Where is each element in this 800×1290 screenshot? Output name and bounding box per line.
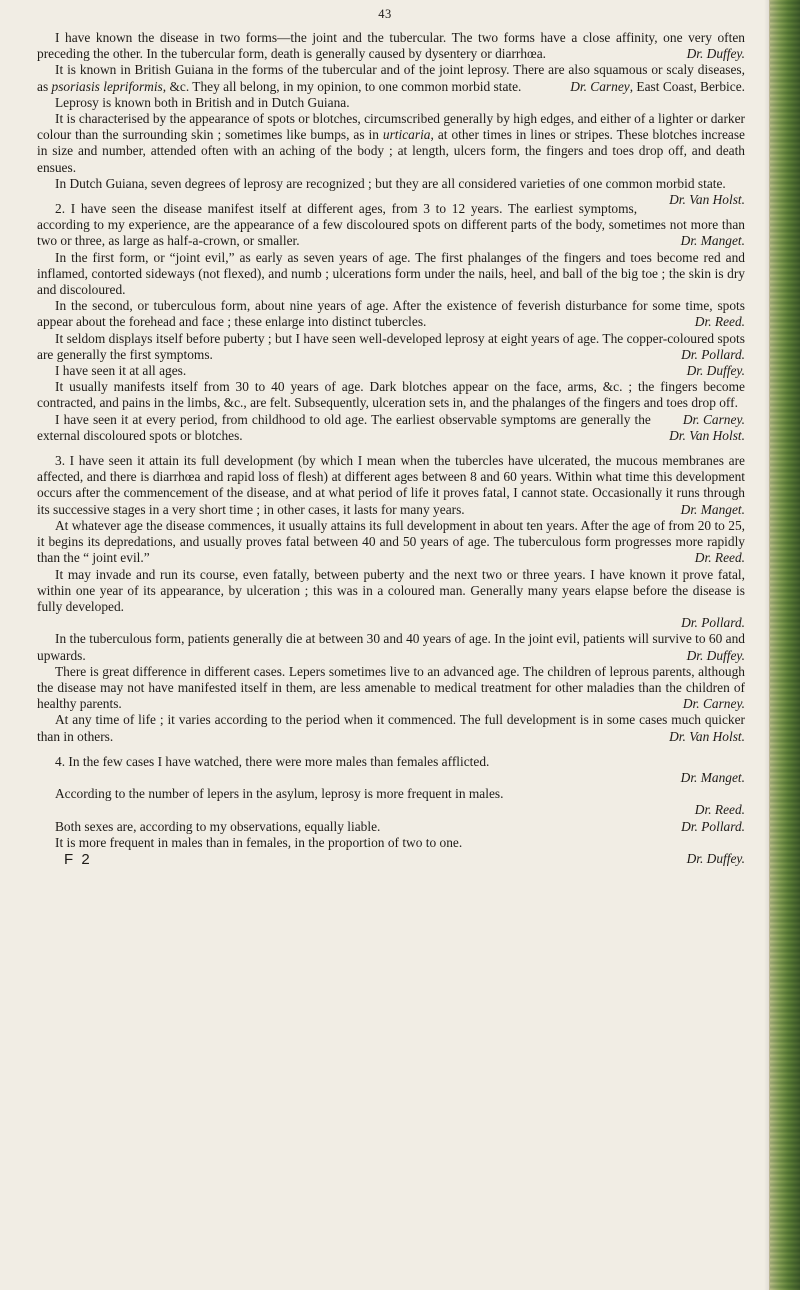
author-signature: Dr. Pollard. <box>681 818 745 834</box>
footer-row <box>37 851 745 869</box>
author-signature: Dr. Pollard. <box>681 615 745 631</box>
author-signature: Dr. Van Holst. <box>669 728 745 744</box>
author-signature: Dr. Manget. <box>680 501 745 517</box>
paragraph: In the tuberculous form, patients generally die at between 30 and 40 years of age. In the joint evil, patients will survive to 60 and upwards. Dr. Duffey. <box>37 631 745 663</box>
paragraph: 2. I have seen the disease manifest itself at different ages, from 3 to 12 years. The earliest symptoms, according to my experience, are the appearance of a few discoloured spots on different parts of the body, sometimes not more than two or three, as large as half-a-crown, or smaller. Dr. Manget. <box>37 201 745 249</box>
author-signature: Dr. Van Holst. <box>669 192 745 208</box>
paragraph: There is great difference in different cases. Lepers sometimes live to an advanced age. The children of leprous parents, although the disease may not have manifested itself in them, are less amenable to medical treatment for other maladies than the children of healthy parents. Dr. Carney. <box>37 663 745 712</box>
author-signature: Dr. Duffey. <box>686 850 745 866</box>
author-signature: Dr. Duffey. <box>686 647 745 663</box>
paragraph: At whatever age the disease commences, it usually attains its full development in about ten years. After the age of from 20 to 25, it begins its depredations, and usually proves fatal between 40 and 50 years of age. The tuberculous form progresses more rapidly than the “ joint evil.” Dr. Reed. <box>37 517 745 566</box>
paragraph: I have seen it at every period, from childhood to old age. The earliest observable symptoms are generally the external discoloured spots or blotches. Dr. Van Holst. <box>37 411 745 443</box>
author-signature: Dr. Duffey. <box>686 46 745 62</box>
paragraph: 4. In the few cases I have watched, there were more males than females afflicted. <box>55 753 490 769</box>
paragraph: I have known the disease in two forms—the joint and the tubercular. The two forms have a close affinity, one very often preceding the other. In the tubercular form, death is generally caused by dysentery or diarrhœa. Dr. Duffey. <box>37 30 745 62</box>
author-signature: Dr. Manget. <box>680 769 745 785</box>
paragraph: It seldom displays itself before puberty ; but I have seen well-developed leprosy at eight years of age. The copper-coloured spots are generally the first symptoms. Dr. Pollard. <box>37 330 745 362</box>
paragraph: It usually manifests itself from 30 to 40 years of age. Dark blotches appear on the face, arms, &c. ; the fingers become contracted, and pains in the limbs, &c., are felt. Subsequently, ulceration sets in, and the phalanges of the fingers and toes drop off. Dr. Carney. <box>37 379 745 427</box>
author-signature: Dr. Carney, East Coast, Berbice. <box>570 78 745 94</box>
paragraph: It may invade and run its course, even fatally, between puberty and the next two or three years. I have known it prove fatal, within one year of its appearance, by ulceration ; this was in a coloured man. Generally many years elapse before the disease is fully developed. <box>37 566 745 614</box>
paragraph: Both sexes are, according to my observations, equally liable. Dr. Pollard. <box>55 818 745 834</box>
paragraph: According to the number of lepers in the asylum, leprosy is more frequent in males. <box>55 786 504 802</box>
paragraph: At any time of life ; it varies according to the period when it commenced. The full development is in some cases much quicker than in others. Dr. Van Holst. <box>37 712 745 744</box>
author-signature: Dr. Carney. <box>682 411 745 427</box>
paragraph: 3. I have seen it attain its full development (by which I mean when the tubercles have ulcerated, the mucous membranes are affected, and there is diarrhœa and rapid loss of flesh) at different ages between 8 and 60 years. Within what time this development occurs after the commencement of the disease, and at what period of life it proves fatal, I cannot state. Occasionally it runs through its successive stages in a very short time ; in other cases, it lasts for many years. Dr. Manget. <box>37 453 745 517</box>
paragraph: In the second, or tuberculous form, about nine years of age. After the existence of feverish disturbance for some time, spots appear about the forehead and face ; these enlarge into distinct tubercles. Dr. Reed. <box>37 298 745 330</box>
author-signature: Dr. Pollard. <box>681 346 745 362</box>
author-signature: Dr. Manget. <box>680 233 745 249</box>
author-signature: Dr. Reed. <box>694 314 745 330</box>
paragraph: It is known in British Guiana in the forms of the tubercular and of the joint leprosy. There are also squamous or scaly diseases, as psoriasis lepriformis, &c. They all belong, in my opinion, to one common morbid state. Dr. Carney, East Coast, Berbice. <box>37 62 745 94</box>
author-signature: Dr. Reed. <box>694 550 745 566</box>
author-signature: Dr. Carney. <box>682 696 745 712</box>
author-signature: Dr. Van Holst. <box>669 427 745 443</box>
author-signature: Dr. Duffey. <box>686 363 745 379</box>
document-body <box>37 30 745 869</box>
book-edge <box>769 0 800 1290</box>
page-number: 43 <box>378 7 392 21</box>
paragraph: It is characterised by the appearance of spots or blotches, circumscribed generally by high edges, and either of a lighter or darker colour than the surrounding skin ; sometimes like bumps, as in urticaria, at other times in lines or stripes. These blotches increase in size and number, attended often with an aching of the body ; at length, ulcers form, the fingers and toes drop off, and death ensues. <box>37 111 745 175</box>
paragraph: It is more frequent in males than in females, in the proportion of two to one. <box>55 834 463 850</box>
paragraph: In the first form, or “joint evil,” as early as seven years of age. The first phalanges of the fingers and toes become red and inflamed, contorted sideways (not flexed), and numb ; ulcerations form under the nails, heel, and ball of the big toe ; the skin is dry and discoloured. <box>37 249 745 298</box>
paragraph: I have seen it at all ages. Dr. Duffey. <box>55 363 745 379</box>
printer-signature-mark: F 2 <box>64 850 92 868</box>
paragraph: In Dutch Guiana, seven degrees of leprosy are recognized ; but they are all considered varieties of one common morbid state. Dr. Van Holst. <box>55 175 745 208</box>
author-signature: Dr. Reed. <box>694 802 745 818</box>
paragraph: Leprosy is known both in British and in Dutch Guiana. <box>55 94 350 110</box>
